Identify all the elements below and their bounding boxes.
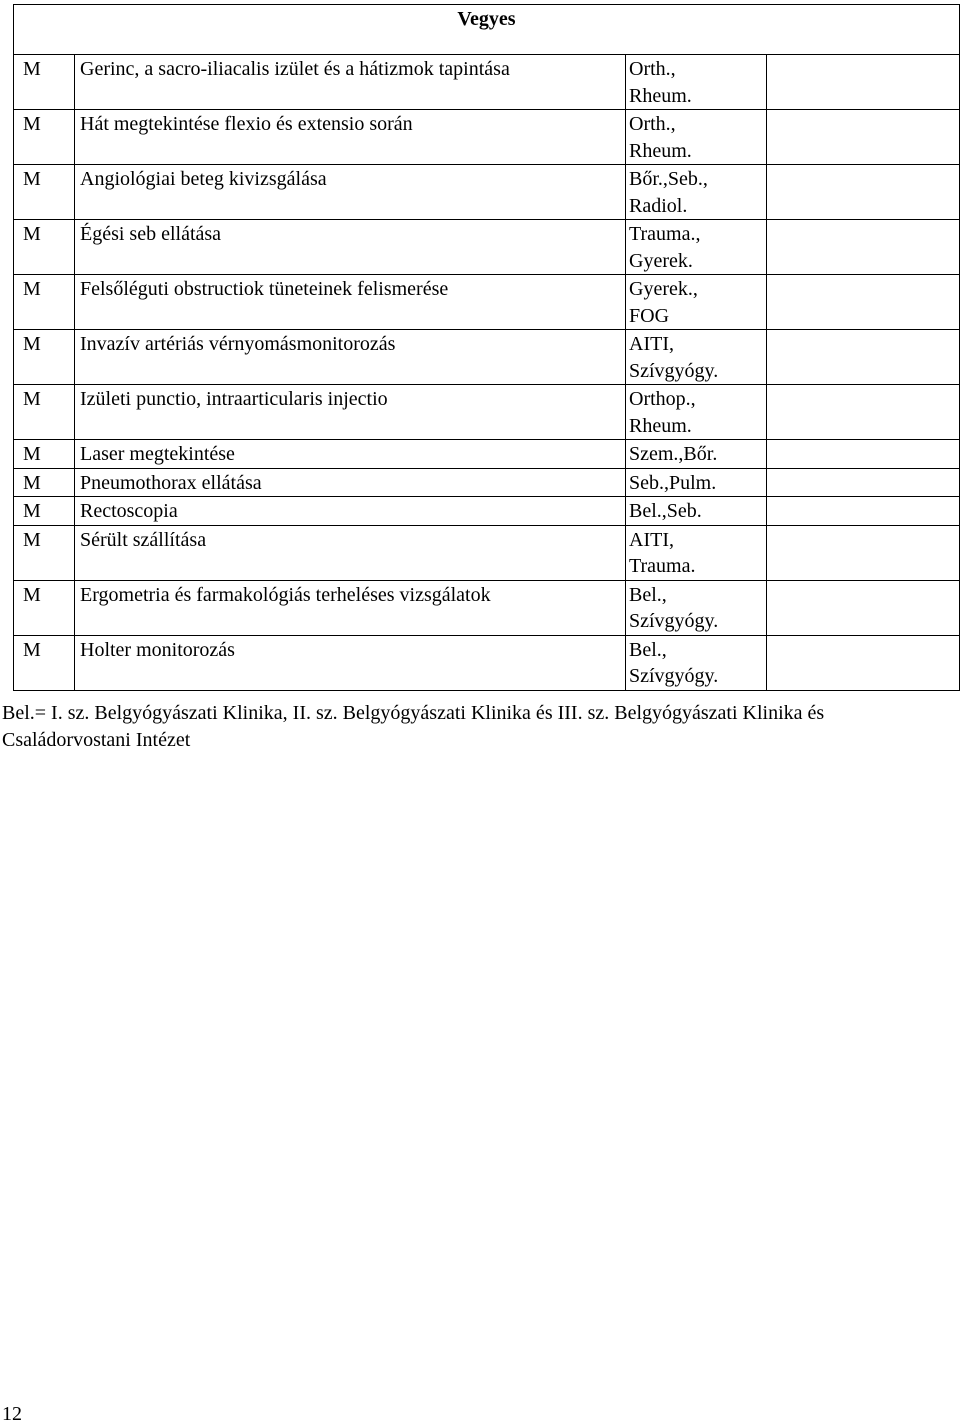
level-cell: M [14,385,75,440]
footnote-line-1: Bel.= I. sz. Belgyógyászati Klinika, II. sz. Belgyógyászati Klinika és III. sz. Belgyógyászati Klinika és [2,702,825,724]
table-row [14,497,960,526]
department-cell [626,165,767,220]
department-line-2: Gyerek. [629,249,693,272]
empty-cell [767,635,960,690]
level-cell: M [14,468,75,497]
empty-cell [767,440,960,469]
empty-cell [767,497,960,526]
department-cell [626,525,767,580]
department-line-1: Seb.,Pulm. [629,471,717,494]
department-line-2: Trauma. [629,555,696,577]
department-line-2: Rheum. [629,414,692,437]
department-line-2: Rheum. [629,84,692,107]
department-line-1: Gyerek., [629,278,698,300]
department-line-2: FOG [629,304,670,327]
department-line-1: AITI, [629,333,674,355]
department-line-1: Orthop., [629,388,696,410]
activity-cell: Hát megtekintése flexio és extensio során [75,110,626,165]
department-line-1: Bel., [629,638,667,661]
level-cell: M [14,275,75,330]
activity-cell: Angiológiai beteg kivizsgálása [75,165,626,220]
level-cell: M [14,580,75,635]
activity-cell: Felsőléguti obstructiok tüneteinek felismerése [75,275,626,330]
empty-cell [767,468,960,497]
department-line-2: Rheum. [629,139,692,162]
table-row [14,580,960,635]
table-row [14,330,960,385]
level-cell: M [14,497,75,526]
department-line-2: Szívgyógy. [629,359,719,382]
department-line-1: Orth., [629,113,676,135]
table-row [14,220,960,275]
department-line-1: AITI, [629,528,674,551]
department-cell [626,110,767,165]
department-line-1: Bőr.,Seb., [629,168,708,190]
skills-table [13,4,960,691]
level-cell: M [14,220,75,275]
department-line-1: Bel., [629,583,667,606]
empty-cell [767,580,960,635]
table-row [14,525,960,580]
level-cell: M [14,525,75,580]
activity-cell: Invazív artériás vérnyomásmonitorozás [75,330,626,385]
department-line-1: Szem.,Bőr. [629,443,718,465]
department-line-1: Bel.,Seb. [629,500,702,522]
table-row [14,275,960,330]
department-cell [626,635,767,690]
table-row [14,468,960,497]
department-cell [626,468,767,497]
footnote-line-2: Családorvostani Intézet [2,729,191,751]
department-cell [626,275,767,330]
empty-cell [767,55,960,110]
level-cell: M [14,440,75,469]
department-line-2: Radiol. [629,194,688,217]
empty-cell [767,165,960,220]
footnote [2,700,952,754]
empty-cell [767,385,960,440]
activity-cell: Sérült szállítása [75,525,626,580]
department-cell [626,385,767,440]
department-cell [626,55,767,110]
level-cell: M [14,55,75,110]
department-cell [626,330,767,385]
department-line-1: Trauma., [629,223,701,245]
empty-cell [767,330,960,385]
activity-cell: Laser megtekintése [75,440,626,469]
table-row [14,165,960,220]
level-cell: M [14,165,75,220]
department-cell [626,440,767,469]
department-line-2: Szívgyógy. [629,610,719,632]
department-cell [626,497,767,526]
table-row [14,635,960,690]
department-cell [626,580,767,635]
level-cell: M [14,330,75,385]
department-cell [626,220,767,275]
level-cell: M [14,110,75,165]
empty-cell [767,110,960,165]
department-line-1: Orth., [629,58,676,80]
activity-cell: Pneumothorax ellátása [75,468,626,497]
table-row [14,55,960,110]
table-row [14,110,960,165]
activity-cell: Holter monitorozás [75,635,626,690]
table-title-row [14,5,960,55]
empty-cell [767,275,960,330]
table-title: Vegyes [14,5,960,55]
activity-cell: Izületi punctio, intraarticularis injectio [75,385,626,440]
table-row [14,440,960,469]
activity-cell: Gerinc, a sacro-iliacalis izület és a hátizmok tapintása [75,55,626,110]
page-number: 12 [2,1403,22,1425]
department-line-2: Szívgyógy. [629,665,719,687]
activity-cell: Rectoscopia [75,497,626,526]
activity-cell: Égési seb ellátása [75,220,626,275]
table-row [14,385,960,440]
level-cell: M [14,635,75,690]
empty-cell [767,220,960,275]
empty-cell [767,525,960,580]
activity-cell: Ergometria és farmakológiás terheléses vizsgálatok [75,580,626,635]
